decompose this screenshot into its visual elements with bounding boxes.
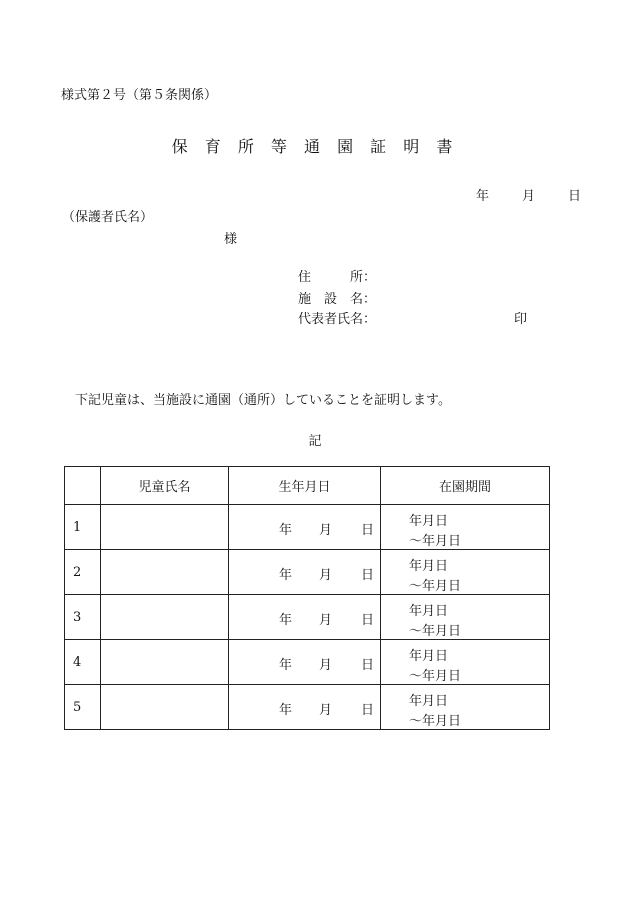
period-end-day: 日 xyxy=(448,624,462,639)
birth-date-cell[interactable] xyxy=(229,505,381,550)
birth-date-cell[interactable] xyxy=(229,550,381,595)
period-start-year: 年 xyxy=(409,604,423,619)
child-name-cell[interactable] xyxy=(101,685,229,730)
row-number: 5 xyxy=(65,685,101,730)
table-row xyxy=(65,640,550,685)
facility-row xyxy=(298,288,377,307)
birth-month: 月 xyxy=(319,658,333,673)
enrollment-period-cell[interactable] xyxy=(381,505,550,550)
period-tilde: ～ xyxy=(409,669,423,684)
period-end-month: 月 xyxy=(435,714,449,729)
date-day: 日 xyxy=(568,189,582,204)
row-number: 3 xyxy=(65,595,101,640)
period-start-day: 日 xyxy=(435,604,449,619)
birth-date-cell[interactable] xyxy=(229,595,381,640)
period-start-day: 日 xyxy=(435,514,449,529)
header-no xyxy=(65,467,101,505)
issue-date xyxy=(476,185,581,204)
period-start-year: 年 xyxy=(409,694,423,709)
period-start-day: 日 xyxy=(435,649,449,664)
enrollment-period-cell[interactable] xyxy=(381,595,550,640)
birth-month: 月 xyxy=(319,568,333,583)
period-tilde: ～ xyxy=(409,534,423,549)
period-end-year: 年 xyxy=(422,534,436,549)
enrollment-period-cell[interactable] xyxy=(381,685,550,730)
child-name-cell[interactable] xyxy=(101,505,229,550)
certification-statement: 下記児童は、当施設に通園（通所）していることを証明します。 xyxy=(75,393,451,408)
period-end-day: 日 xyxy=(448,714,462,729)
child-name-cell[interactable] xyxy=(101,550,229,595)
address-row xyxy=(298,266,377,285)
birth-month: 月 xyxy=(319,523,333,538)
table-row xyxy=(65,595,550,640)
birth-year: 年 xyxy=(279,613,293,628)
birth-month: 月 xyxy=(319,703,333,718)
period-end-year: 年 xyxy=(422,579,436,594)
birth-year: 年 xyxy=(279,658,293,673)
table-row xyxy=(65,550,550,595)
period-start-year: 年 xyxy=(409,559,423,574)
period-start-year: 年 xyxy=(409,649,423,664)
period-start-month: 月 xyxy=(422,694,436,709)
facility-label: 施 設 名： xyxy=(298,292,377,307)
birth-day: 日 xyxy=(361,523,375,538)
ki-heading: 記 xyxy=(308,434,322,449)
birth-date-cell[interactable] xyxy=(229,685,381,730)
period-end-year: 年 xyxy=(422,624,436,639)
representative-label: 代表者氏名： xyxy=(298,312,377,327)
birth-year: 年 xyxy=(279,568,293,583)
period-start-month: 月 xyxy=(422,559,436,574)
period-end-month: 月 xyxy=(435,624,449,639)
document-title: 保 育 所 等 通 園 証 明 書 xyxy=(171,137,459,156)
honorific-sama: 様 xyxy=(224,232,238,247)
date-year: 年 xyxy=(476,189,490,204)
period-start-day: 日 xyxy=(435,694,449,709)
header-enrollment-period: 在園期間 xyxy=(381,467,550,505)
table-header-row xyxy=(65,467,550,505)
period-tilde: ～ xyxy=(409,624,423,639)
period-end-day: 日 xyxy=(448,579,462,594)
seal-mark: 印 xyxy=(514,312,528,327)
period-start-month: 月 xyxy=(422,514,436,529)
table-row xyxy=(65,505,550,550)
row-number: 1 xyxy=(65,505,101,550)
birth-day: 日 xyxy=(361,613,375,628)
form-number: 様式第２号（第５条関係） xyxy=(61,88,218,103)
period-end-day: 日 xyxy=(448,534,462,549)
row-number: 4 xyxy=(65,640,101,685)
birth-year: 年 xyxy=(279,703,293,718)
children-table xyxy=(64,466,550,730)
date-month: 月 xyxy=(522,189,536,204)
period-end-month: 月 xyxy=(435,579,449,594)
period-start-day: 日 xyxy=(435,559,449,574)
row-number: 2 xyxy=(65,550,101,595)
enrollment-period-cell[interactable] xyxy=(381,550,550,595)
table-row xyxy=(65,685,550,730)
period-start-month: 月 xyxy=(422,604,436,619)
birth-day: 日 xyxy=(361,658,375,673)
birth-day: 日 xyxy=(361,568,375,583)
birth-year: 年 xyxy=(279,523,293,538)
header-birth-date: 生年月日 xyxy=(229,467,381,505)
period-end-month: 月 xyxy=(435,534,449,549)
birth-day: 日 xyxy=(361,703,375,718)
period-tilde: ～ xyxy=(409,579,423,594)
address-label: 住 所： xyxy=(298,270,377,285)
period-end-month: 月 xyxy=(435,669,449,684)
guardian-name-label: （保護者氏名） xyxy=(62,210,154,225)
representative-row xyxy=(298,308,377,327)
period-start-year: 年 xyxy=(409,514,423,529)
header-child-name: 児童氏名 xyxy=(101,467,229,505)
child-name-cell[interactable] xyxy=(101,640,229,685)
period-end-year: 年 xyxy=(422,714,436,729)
period-tilde: ～ xyxy=(409,714,423,729)
period-end-day: 日 xyxy=(448,669,462,684)
enrollment-period-cell[interactable] xyxy=(381,640,550,685)
period-end-year: 年 xyxy=(422,669,436,684)
birth-month: 月 xyxy=(319,613,333,628)
child-name-cell[interactable] xyxy=(101,595,229,640)
birth-date-cell[interactable] xyxy=(229,640,381,685)
period-start-month: 月 xyxy=(422,649,436,664)
